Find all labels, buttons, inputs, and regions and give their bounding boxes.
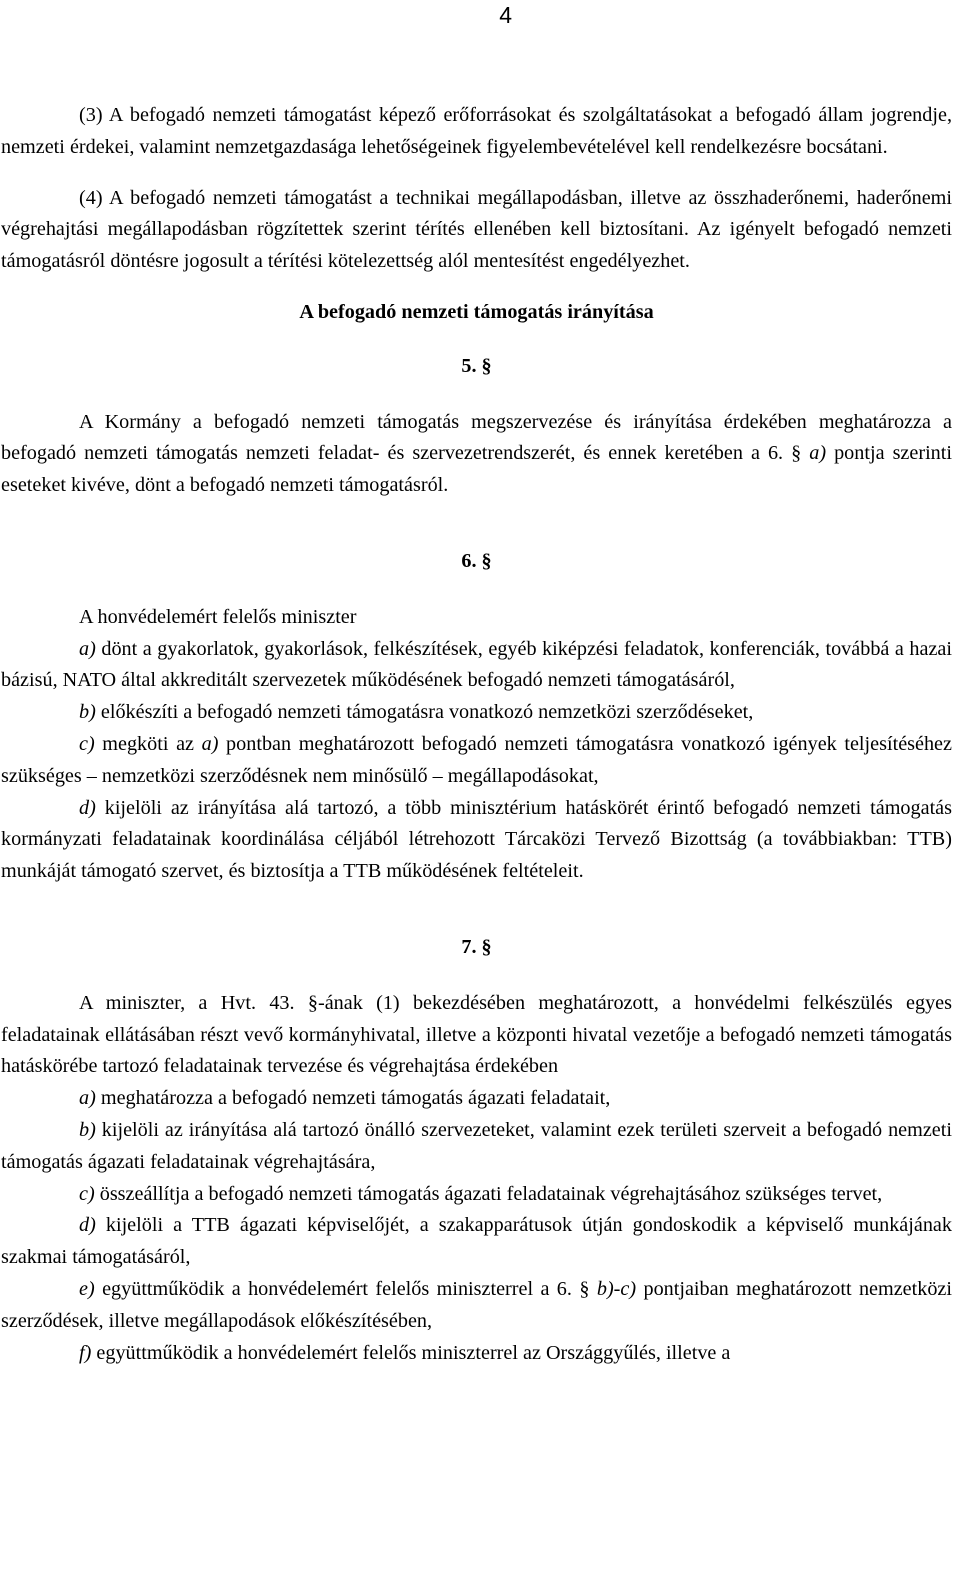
point-marker: a) [79,637,96,660]
paragraph-3: (3) A befogadó nemzeti támogatást képező erőforrásokat és szolgáltatásokat a befogadó állam jogrendje, nemzeti érdekei, valamint nemzetgazdasága lehetőségeinek figyelembevételével kell rendelkezésre bocsátani. [1,104,952,158]
point-text: kijelöli az irányítása alá tartozó önálló szervezeteket, valamint ezek területi szerveit a befogadó nemzeti támogatás ágazati feladatainak végrehajtására, [1,1118,952,1173]
page-number: 4 [499,2,512,28]
point-reference: b)-c) [596,1277,637,1300]
point-text: meghatározza a befogadó nemzeti támogatás ágazati feladatait, [95,1087,611,1110]
point-reference: a) [809,442,827,465]
point-text: kijelöli a TTB ágazati képviselőjét, a szakapparátusok útján gondoskodik a képviselő munkájának szakmai támogatásáról, [1,1214,952,1269]
section-5-text [1,407,952,502]
section-heading: A befogadó nemzeti támogatás irányítása [299,300,654,323]
point-marker: f) [79,1341,92,1364]
point-marker: a) [79,1087,96,1110]
section-6-number: 6. § [461,549,492,572]
section-7-point-e [1,1274,952,1338]
section-7-point-f [1,1338,952,1370]
section-5-number: 5. § [461,354,492,377]
paragraph-4: (4) A befogadó nemzeti támogatást a technikai megállapodásban, illetve az összhaderőnemi, haderőnemi végrehajtási megállapodásban rögzítettek szerint térítés ellenében kell biztosítani. Az igényelt befogadó nemzeti támogatásról döntésre jogosult a térítési kötelezettség alól mentesítést engedélyezhet. [1,186,952,273]
point-reference: a) [201,732,219,755]
section-7-point-d [1,1210,952,1274]
section-7-point-a [1,1083,952,1115]
point-text: kijelöli az irányítása alá tartozó, a több minisztérium hatáskörét érintő befogadó nemzeti támogatás kormányzati feladatainak koordinálása céljából létrehozott Tárcaközi Tervező Bizottság (a továbbiakban: TTB) munkáját támogató szervet, és biztosítja a TTB működésének feltételeit. [1,796,952,883]
point-text: pontban meghatározott befogadó nemzeti támogatásra vonatkozó igények teljesítéséhez szükséges – nemzetközi szerződésnek nem minősülő – megállapodásokat, [1,732,952,787]
point-text: pontjaiban meghatározott nemzetközi szerződések, illetve megállapodások előkészítésében, [1,1277,952,1332]
section-7-lead: A miniszter, a Hvt. 43. §-ának (1) bekezdésében meghatározott, a honvédelmi felkészülés egyes feladatainak ellátásában részt vevő kormányhivatal, illetve a központi hivatal vezetője a befogadó nemzeti támogatás hatáskörébe tartozó feladatainak tervezése és végrehajtása érdekében [1,991,952,1078]
point-marker: d) [79,796,96,819]
section-6-point-c [1,729,952,793]
point-marker: d) [79,1214,96,1237]
point-text: dönt a gyakorlatok, gyakorlások, felkészítések, egyéb kiképzési feladatok, konferenciák, továbbá a hazai bázisú, NATO által akkreditált szervezetek működésének befogadó nemzeti támogatásáról, [1,637,952,692]
point-text: összeállítja a befogadó nemzeti támogatás ágazati feladatainak végrehajtásához szükséges tervet, [94,1182,883,1205]
point-marker: c) [79,1182,95,1205]
section-7-point-c [1,1179,952,1211]
point-marker: e) [79,1277,95,1300]
point-text: együttműködik a honvédelemért felelős miniszterrel az Országgyűlés, illetve a [91,1341,731,1364]
point-text: megköti az [94,732,202,755]
section-6-point-d [1,793,952,888]
point-marker: b) [79,1118,96,1141]
point-marker: c) [79,732,95,755]
section-7-number: 7. § [461,935,492,958]
section-6-point-b [1,697,952,729]
point-text: együttműködik a honvédelemért felelős miniszterrel a 6. § [94,1277,597,1300]
text-part: A Kormány a befogadó nemzeti támogatás megszervezése és irányítása érdekében meghatározza a befogadó nemzeti támogatás nemzeti feladat- és szervezetrendszerét, és ennek keretében a 6. § [1,410,952,465]
section-6-point-a [1,634,952,698]
section-6-lead: A honvédelemért felelős miniszter [79,605,357,628]
text-part: pontja szerinti eseteket kivéve, dönt a befogadó nemzeti támogatásról. [1,442,952,497]
document-body [1,100,952,1369]
point-text: előkészíti a befogadó nemzeti támogatásra vonatkozó nemzetközi szerződéseket, [95,701,754,724]
section-7-point-b [1,1115,952,1179]
point-marker: b) [79,701,96,724]
